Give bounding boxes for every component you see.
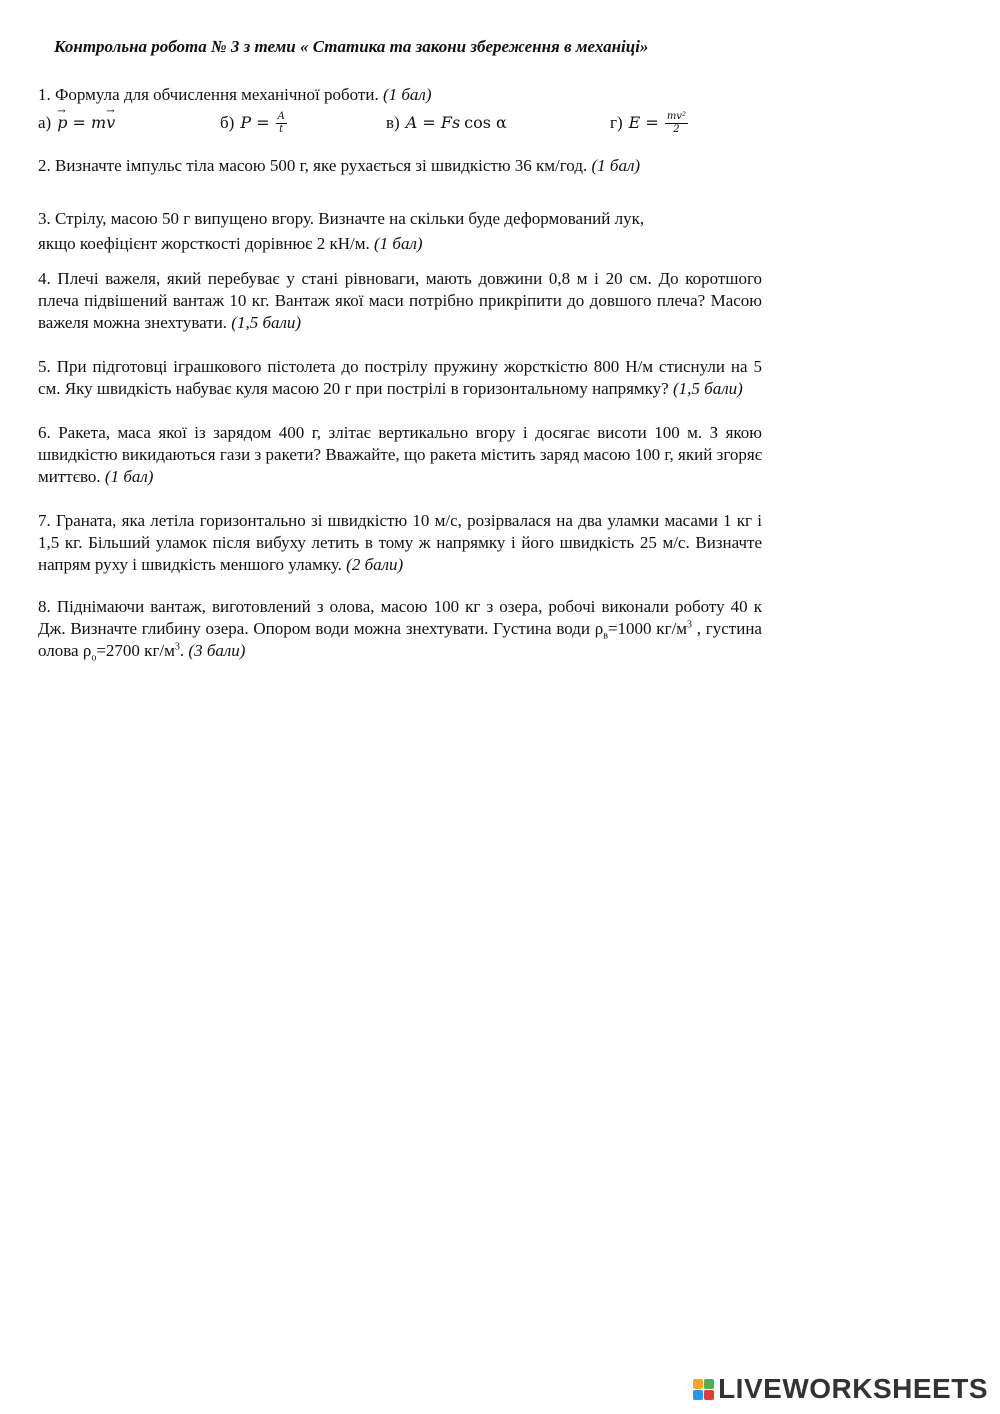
option-c-formula-main: A = Fs [405, 113, 461, 132]
question-2 [38, 155, 762, 177]
question-3-line-2: якщо коефіцієнт жорсткості дорівнює 2 кН/м. [38, 234, 374, 253]
option-b-formula-left: P = [240, 113, 270, 132]
rho-water-symbol: ρ [594, 619, 604, 638]
question-4-text: 4. Плечі важеля, який перебуває у стані рівноваги, мають довжини 0,8 м і 20 см. До коротшого плеча підвішений вантаж 10 кг. Вантаж якої маси потрібно прикріпити до довшого плеча? Масою важеля можна знехтувати. [38, 269, 762, 332]
option-d-label: г) [610, 113, 623, 132]
option-d-fraction [665, 111, 688, 136]
option-c[interactable] [386, 108, 507, 138]
question-8-end: . [179, 641, 189, 660]
liveworksheets-icon [693, 1379, 714, 1400]
question-5-text: 5. При підготовці іграшкового пістолета до пострілу пружину жорсткістю 800 Н/м стиснули на 5 см. Яку швидкість набуває куля масою 20 г при пострілі в горизонтальному напрямку? [38, 357, 762, 398]
option-c-formula [406, 112, 507, 134]
question-1 [38, 84, 762, 138]
question-1-text: 1. Формула для обчислення механічної роботи. [38, 85, 383, 104]
option-c-cos: cos α [464, 113, 507, 132]
question-2-text: 2. Визначте імпульс тіла масою 500 г, яке рухається зі швидкістю 36 км/год. [38, 156, 592, 175]
question-7-text: 7. Граната, яка летіла горизонтально зі швидкістю 10 м/с, розірвалася на два уламки масами 1 кг і 1,5 кг. Більший уламок після вибуху летить в тому ж напрямку і його швидкість 25 м/с. Визначте напрям руху і швидкість меншого уламку. [38, 511, 762, 574]
rho-water-value: =1000 кг/м [607, 619, 688, 638]
question-2-points: (1 бал) [591, 156, 641, 175]
question-4-points: (1,5 бали) [231, 313, 302, 332]
logo-square-3 [693, 1390, 703, 1400]
logo-square-2 [704, 1379, 714, 1389]
question-3-points: (1 бал) [373, 234, 423, 253]
question-6 [38, 422, 762, 488]
rho-tin-subscript: о [91, 652, 97, 664]
rho-water-subscript: в [603, 630, 608, 642]
option-c-label: в) [386, 113, 400, 132]
question-7 [38, 510, 762, 576]
rho-water-exponent: 3 [687, 619, 693, 631]
question-1-options [38, 108, 762, 138]
question-8-points: (3 бали) [188, 641, 246, 660]
liveworksheets-logo[interactable] [693, 1373, 988, 1404]
question-6-text: 6. Ракета, маса якої із зарядом 400 г, злітає вертикально вгору і досягає висоти 100 м. З якою швидкістю викидаються гази з ракети? Вважайте, що ракета містить заряд масою 100 г, який згоряє миттєво. [38, 423, 762, 486]
worksheet [38, 36, 762, 662]
option-a-formula-op: = m [67, 113, 107, 132]
page-title: Контрольна робота № 3 з теми « Статика та закони збереження в механіці» [54, 37, 649, 56]
option-b-fraction [276, 111, 287, 136]
question-8-text: 8. Піднімаючи вантаж, виготовлений з олова, масою 100 кг з озера, робочі виконали роботу 40 к Дж. Визначте глибину озера. Опором води можна знехтувати. Густина води [38, 597, 762, 638]
logo-square-1 [693, 1379, 703, 1389]
option-d-denominator: 2 [673, 123, 680, 135]
question-5 [38, 356, 762, 400]
option-a-formula [57, 112, 115, 134]
option-b-numerator: A [277, 110, 285, 122]
option-b-label: б) [220, 113, 235, 132]
option-b-denominator: t [279, 123, 284, 135]
option-a[interactable] [38, 108, 115, 138]
option-d[interactable] [610, 108, 688, 138]
question-8 [38, 596, 762, 662]
option-b-formula [240, 111, 287, 136]
rho-tin-symbol: ρ [82, 641, 92, 660]
question-4 [38, 268, 762, 334]
question-3 [38, 208, 762, 255]
option-d-formula [629, 111, 688, 136]
option-a-formula-right: → v [106, 112, 115, 134]
rho-tin-value: =2700 кг/м [96, 641, 175, 660]
liveworksheets-wordmark: LIVEWORKSHEETS [718, 1373, 988, 1404]
option-a-label: а) [38, 113, 52, 132]
question-5-points: (1,5 бали) [672, 379, 743, 398]
question-6-points: (1 бал) [104, 467, 154, 486]
option-d-numerator: mv² [666, 110, 686, 122]
rho-tin-exponent: 3 [174, 641, 180, 653]
option-d-formula-left: E = [628, 113, 659, 132]
question-3-line-1: 3. Стрілу, масою 50 г випущено вгору. Визначте на скільки буде деформований лук, [38, 209, 645, 228]
question-8-mid: , густина олова [38, 619, 762, 660]
option-a-formula-left: → p [57, 112, 67, 134]
logo-square-4 [704, 1390, 714, 1400]
question-7-points: (2 бали) [346, 555, 404, 574]
option-b[interactable] [220, 108, 287, 138]
question-1-points: (1 бал) [382, 85, 432, 104]
